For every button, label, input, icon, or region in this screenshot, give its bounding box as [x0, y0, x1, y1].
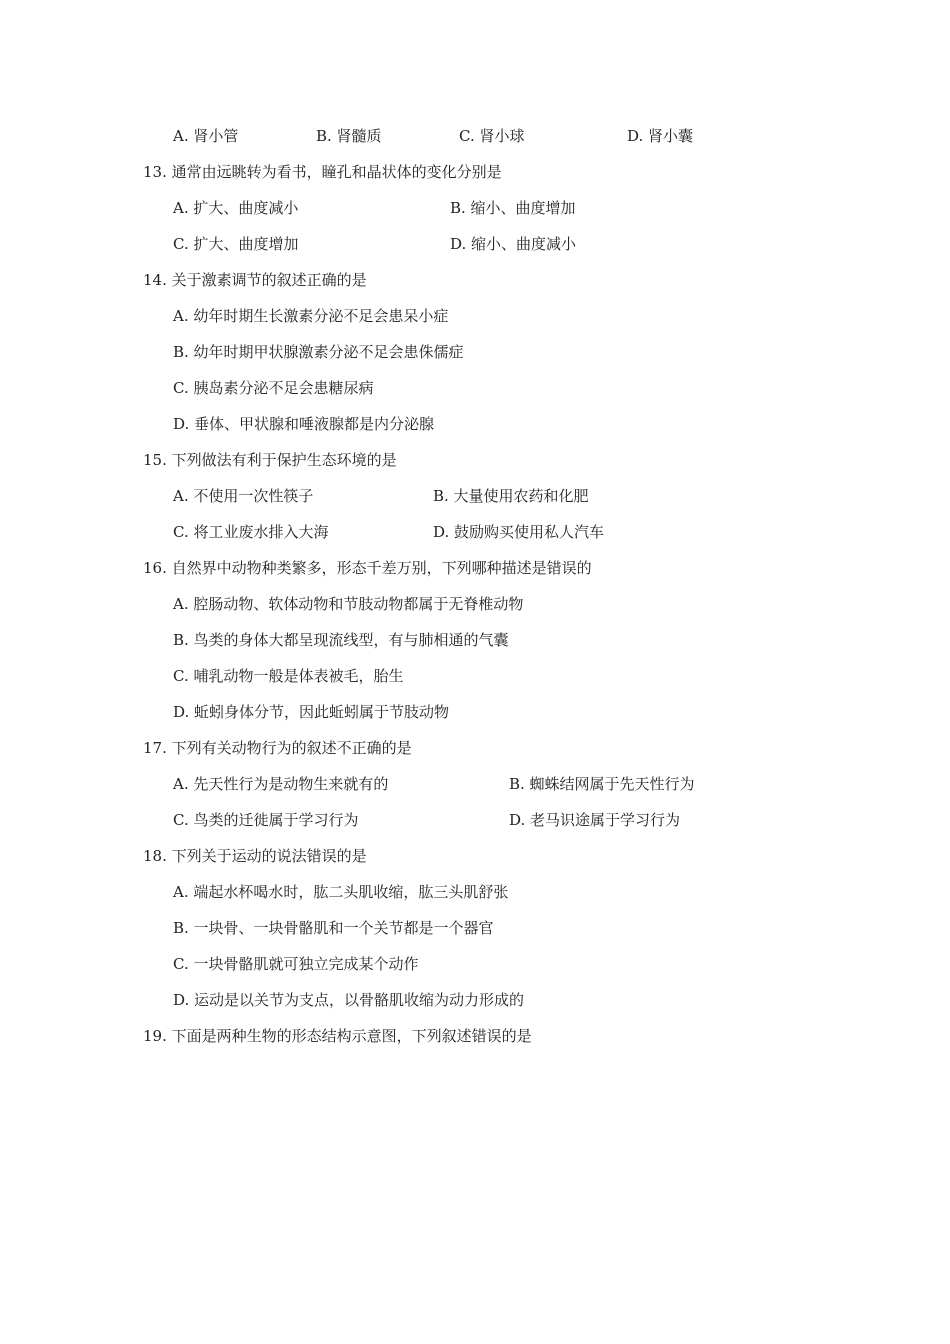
q16-option-c: C. 哺乳动物一般是体表被毛，胎生 — [173, 667, 404, 685]
q14-option-b: B. 幼年时期甲状腺激素分泌不足会患侏儒症 — [173, 343, 464, 361]
q18-option-a: A. 端起水杯喝水时，肱二头肌收缩，肱三头肌舒张 — [173, 883, 509, 901]
q19-stem: 19. 下面是两种生物的形态结构示意图，下列叙述错误的是 — [143, 1027, 532, 1045]
q12-option-a: A. 肾小管 — [173, 127, 239, 145]
q18-option-c: C. 一块骨骼肌就可独立完成某个动作 — [173, 955, 419, 973]
q15-option-c: C. 将工业废水排入大海 — [173, 523, 329, 541]
q18-option-b: B. 一块骨、一块骨骼肌和一个关节都是一个器官 — [173, 919, 494, 937]
q14-option-d: D. 垂体、甲状腺和唾液腺都是内分泌腺 — [173, 415, 435, 433]
q17-stem: 17. 下列有关动物行为的叙述不正确的是 — [143, 739, 412, 757]
q15-option-d: D. 鼓励购买使用私人汽车 — [433, 523, 605, 541]
q17-option-b: B. 蜘蛛结网属于先天性行为 — [509, 775, 695, 793]
q14-option-c: C. 胰岛素分泌不足会患糖尿病 — [173, 379, 374, 397]
q16-stem: 16. 自然界中动物种类繁多，形态千差万别，下列哪种描述是错误的 — [143, 559, 592, 577]
q16-option-a: A. 腔肠动物、软体动物和节肢动物都属于无脊椎动物 — [173, 595, 524, 613]
q15-stem: 15. 下列做法有利于保护生态环境的是 — [143, 451, 397, 469]
q17-option-d: D. 老马识途属于学习行为 — [509, 811, 681, 829]
q16-option-d: D. 蚯蚓身体分节，因此蚯蚓属于节肢动物 — [173, 703, 450, 721]
q17-option-a: A. 先天性行为是动物生来就有的 — [173, 775, 389, 793]
q15-option-b: B. 大量使用农药和化肥 — [433, 487, 589, 505]
q14-option-a: A. 幼年时期生长激素分泌不足会患呆小症 — [173, 307, 449, 325]
q18-stem: 18. 下列关于运动的说法错误的是 — [143, 847, 367, 865]
q16-option-b: B. 鸟类的身体大都呈现流线型，有与肺相通的气囊 — [173, 631, 509, 649]
q12-option-b: B. 肾髓质 — [316, 127, 382, 145]
q15-option-a: A. 不使用一次性筷子 — [173, 487, 314, 505]
q14-stem: 14. 关于激素调节的叙述正确的是 — [143, 271, 367, 289]
q13-option-a: A. 扩大、曲度减小 — [173, 199, 299, 217]
q13-option-b: B. 缩小、曲度增加 — [450, 199, 576, 217]
q13-option-c: C. 扩大、曲度增加 — [173, 235, 299, 253]
q13-stem: 13. 通常由远眺转为看书，瞳孔和晶状体的变化分别是 — [143, 163, 502, 181]
q17-option-c: C. 鸟类的迁徙属于学习行为 — [173, 811, 359, 829]
q13-option-d: D. 缩小、曲度减小 — [450, 235, 577, 253]
q12-option-d: D. 肾小囊 — [627, 127, 694, 145]
q12-option-c: C. 肾小球 — [459, 127, 525, 145]
q18-option-d: D. 运动是以关节为支点，以骨骼肌收缩为动力形成的 — [173, 991, 525, 1009]
